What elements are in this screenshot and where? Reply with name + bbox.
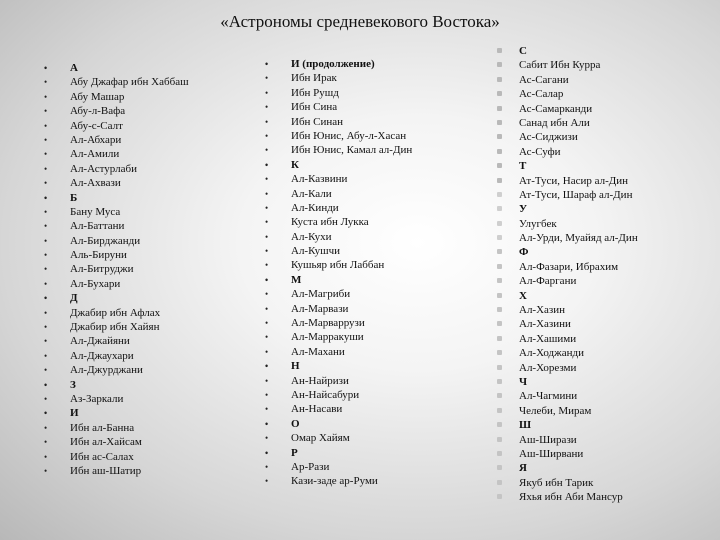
item-text: Ал-Бухари [70, 277, 121, 290]
item-text: Ш [519, 419, 532, 432]
item-text: С [519, 45, 527, 57]
bullet-icon [497, 192, 502, 197]
item-text: Ал-Ахвази [70, 177, 121, 190]
item-text: Ал-Битруджи [70, 263, 134, 276]
bullet-icon: • [265, 303, 269, 314]
list-item [265, 187, 412, 201]
list-item [265, 100, 412, 114]
letter-heading [519, 159, 638, 173]
item-text: И (продолжение) [291, 58, 375, 70]
bullet-icon [497, 221, 502, 226]
item-text: Х [519, 289, 527, 302]
list-column-2 [265, 57, 413, 489]
bullet-icon: • [265, 476, 269, 487]
bullet-icon: • [44, 365, 48, 376]
list-item [519, 361, 638, 375]
bullet-icon: • [44, 250, 48, 261]
bullet-icon [497, 307, 502, 312]
letter-heading [519, 375, 638, 389]
item-text: Ал-Бирджанди [70, 234, 141, 247]
item-text: Яхья ибн Аби Мансур [519, 491, 623, 504]
list-item [44, 320, 189, 334]
bullet-icon [497, 494, 502, 499]
item-text: Бану Муса [70, 205, 121, 218]
item-text: Ибн Синан [291, 115, 344, 128]
item-text: Сабит Ибн Курра [519, 59, 601, 72]
item-text: Ибн Рушд [291, 86, 339, 99]
list-item [44, 219, 189, 233]
item-text: Ибн Сина [291, 101, 338, 114]
list-item [44, 176, 189, 190]
bullet-icon: • [44, 293, 48, 304]
bullet-icon: • [44, 120, 48, 131]
bullet-icon [497, 106, 502, 111]
item-text: Ас-Сагани [519, 73, 569, 86]
bullet-icon: • [44, 221, 48, 232]
item-text: З [70, 378, 76, 391]
bullet-icon: • [44, 451, 48, 462]
item-text: Ибн ал-Хайсам [70, 436, 142, 449]
bullet-icon [497, 264, 502, 269]
item-text: М [291, 273, 302, 286]
list-item [519, 217, 638, 231]
list-item [519, 274, 638, 288]
item-text: Ал-Махани [291, 345, 345, 358]
item-text: Джабир ибн Афлах [70, 306, 161, 319]
item-text: Ал-Хашими [519, 332, 577, 345]
list-item [44, 205, 189, 219]
bullet-icon: • [265, 389, 269, 400]
list-item [44, 234, 189, 248]
list-item [265, 129, 412, 143]
item-text: Ал-Джайяни [70, 335, 130, 348]
list-item [44, 119, 189, 133]
list-item [265, 330, 412, 344]
letter-heading [265, 417, 412, 431]
bullet-icon [497, 249, 502, 254]
item-text: Омар Хайям [291, 432, 350, 445]
list-item [44, 277, 189, 291]
list-item [519, 174, 638, 188]
item-text: Д [70, 292, 78, 305]
item-text: Джабир ибн Хайян [70, 321, 160, 334]
item-text: Абу Джафар ибн Хаббаш [70, 76, 189, 89]
list-item [519, 404, 638, 418]
bullet-icon [497, 120, 502, 125]
list-item [519, 116, 638, 130]
item-text: Ал-Кали [291, 187, 332, 200]
bullet-icon [497, 91, 502, 96]
item-text: Ат-Туси, Насир ал-Дин [519, 174, 629, 187]
bullet-icon: • [44, 322, 48, 333]
bullet-icon [497, 408, 502, 413]
list-item [265, 244, 412, 258]
item-text: Ал-Абхари [70, 133, 122, 146]
list-item [265, 215, 412, 229]
bullet-icon: • [44, 77, 48, 88]
list-item [265, 258, 412, 272]
list-item [519, 447, 638, 461]
list-item [265, 287, 412, 301]
bullet-icon [497, 77, 502, 82]
bullet-icon: • [265, 289, 269, 300]
list-item [519, 73, 638, 87]
bullet-icon [497, 206, 502, 211]
list-item [519, 317, 638, 331]
item-text: Абу-л-Вафа [70, 105, 126, 118]
list-item [519, 389, 638, 403]
bullet-icon [497, 480, 502, 485]
bullet-icon: • [265, 447, 269, 458]
item-text: А [70, 62, 78, 74]
list-item [519, 130, 638, 144]
bullet-icon: • [265, 59, 269, 69]
list-item [44, 435, 189, 449]
bullet-icon [497, 451, 502, 456]
bullet-icon [497, 321, 502, 326]
list-item [265, 431, 412, 445]
bullet-icon [497, 163, 502, 168]
bullet-icon: • [265, 274, 269, 285]
letter-heading [519, 245, 638, 259]
item-text: Ал-Кинди [291, 201, 339, 214]
list-item [44, 464, 189, 478]
list-item [44, 147, 189, 161]
list-item [44, 349, 189, 363]
bullet-icon: • [44, 134, 48, 145]
bullet-icon: • [44, 350, 48, 361]
list-item [519, 433, 638, 447]
item-text: Ал-Джурджани [70, 364, 143, 377]
list-item [265, 460, 412, 474]
letter-heading [44, 61, 189, 75]
letter-heading [519, 289, 638, 303]
bullet-icon: • [44, 307, 48, 318]
item-text: Ал-Астурлаби [70, 162, 138, 175]
item-text: Ан-Насави [291, 403, 343, 416]
bullet-icon: • [265, 318, 269, 329]
item-text: Кушьяр ибн Лаббан [291, 259, 385, 272]
list-item [519, 188, 638, 202]
list-item [265, 230, 412, 244]
list-item [519, 87, 638, 101]
item-text: Ал-Магриби [291, 288, 351, 301]
letter-heading [519, 202, 638, 216]
bullet-icon: • [265, 202, 269, 213]
bullet-icon: • [265, 231, 269, 242]
bullet-icon: • [265, 174, 269, 185]
bullet-icon: • [44, 63, 48, 73]
bullet-icon: • [44, 163, 48, 174]
bullet-icon [497, 437, 502, 442]
bullet-icon: • [265, 346, 269, 357]
item-text: У [519, 203, 528, 216]
list-item [44, 90, 189, 104]
letter-heading [519, 418, 638, 432]
item-text: Ал-Марваррузи [291, 317, 365, 330]
list-item [519, 303, 638, 317]
item-text: Ал-Хазини [519, 318, 571, 331]
bullet-icon: • [265, 375, 269, 386]
list-item [519, 260, 638, 274]
bullet-icon: • [265, 260, 269, 271]
bullet-icon: • [265, 404, 269, 415]
list-item [44, 133, 189, 147]
item-text: Ал-Казвини [291, 173, 348, 186]
item-text: Ибн аш-Шатир [70, 464, 142, 477]
bullet-icon [497, 336, 502, 341]
bullet-icon: • [265, 246, 269, 257]
item-text: Якуб ибн Тарик [519, 476, 594, 489]
list-item [265, 172, 412, 186]
list-item [519, 145, 638, 159]
list-item [44, 162, 189, 176]
bullet-icon [497, 379, 502, 384]
item-text: Куста ибн Лукка [291, 216, 369, 229]
item-text: Улугбек [519, 217, 557, 230]
list-item [265, 115, 412, 129]
letter-heading [44, 378, 189, 392]
item-text: Р [291, 446, 298, 459]
bullet-icon: • [265, 188, 269, 199]
item-text: Ас-Суфи [519, 145, 561, 158]
item-text: Ас-Салар [519, 88, 564, 101]
item-text: Ибн Ирак [291, 72, 337, 85]
item-text: Ал-Ходжанди [519, 347, 584, 360]
letter-heading [265, 158, 412, 172]
bullet-icon [497, 62, 502, 67]
list-item [265, 316, 412, 330]
letter-heading [265, 359, 412, 373]
bullet-icon: • [265, 102, 269, 113]
item-text: Ал-Марвази [291, 302, 349, 315]
bullet-icon [497, 465, 502, 470]
bullet-icon: • [44, 206, 48, 217]
bullet-icon [497, 235, 502, 240]
bullet-icon: • [44, 178, 48, 189]
list-item [44, 392, 189, 406]
bullet-icon: • [265, 73, 269, 84]
bullet-icon: • [44, 91, 48, 102]
bullet-icon [497, 422, 502, 427]
letter-heading [44, 291, 189, 305]
bullet-icon [497, 293, 502, 298]
item-text: Н [291, 360, 300, 373]
list-item [519, 346, 638, 360]
bullet-icon: • [265, 418, 269, 429]
item-text: Б [70, 191, 78, 204]
list-item [265, 71, 412, 85]
item-text: Кази-заде ар-Руми [291, 475, 378, 488]
list-item [44, 306, 189, 320]
bullet-icon: • [44, 149, 48, 160]
item-text: Ал-Фаргани [519, 275, 577, 288]
item-text: Ал-Фазари, Ибрахим [519, 260, 619, 273]
item-text: О [291, 417, 300, 430]
item-text: Челеби, Мирам [519, 404, 592, 417]
item-text: Ч [519, 375, 528, 388]
list-item [44, 450, 189, 464]
bullet-icon: • [44, 192, 48, 203]
list-item [265, 86, 412, 100]
list-item [265, 374, 412, 388]
bullet-icon [497, 149, 502, 154]
letter-heading [265, 446, 412, 460]
item-text: Ал-Кушчи [291, 245, 340, 258]
list-item [519, 231, 638, 245]
bullet-icon [497, 350, 502, 355]
bullet-icon: • [265, 217, 269, 228]
list-item [44, 104, 189, 118]
bullet-icon: • [44, 235, 48, 246]
item-text: Ан-Найсабури [291, 388, 360, 401]
list-item [44, 248, 189, 262]
bullet-icon: • [265, 87, 269, 98]
bullet-icon: • [44, 336, 48, 347]
list-column-3 [519, 44, 638, 505]
list-item [519, 476, 638, 490]
bullet-icon [497, 393, 502, 398]
list-item [44, 363, 189, 377]
item-text: Т [519, 160, 527, 173]
list-item [44, 334, 189, 348]
bullet-icon: • [44, 379, 48, 390]
bullet-icon: • [265, 130, 269, 141]
list-item [265, 302, 412, 316]
item-text: Ар-Рази [291, 460, 330, 473]
item-text: Абу-с-Салт [70, 119, 123, 132]
item-text: Санад ибн Али [519, 116, 590, 129]
item-text: Аш-Ширази [519, 433, 577, 446]
item-text: Ибн ас-Салах [70, 450, 134, 463]
slide-title: «Астрономы средневекового Востока» [220, 12, 500, 31]
item-text: Ал-Чагмини [519, 390, 578, 403]
list-item [44, 75, 189, 89]
bullet-icon: • [44, 106, 48, 117]
bullet-icon [497, 365, 502, 370]
item-text: Аш-Ширвани [519, 447, 584, 460]
item-text: Ал-Урди, Муайяд ал-Дин [519, 232, 638, 245]
item-text: Ас-Сиджизи [519, 131, 578, 144]
list-item [44, 262, 189, 276]
bullet-icon: • [44, 264, 48, 275]
letter-heading [265, 57, 412, 71]
item-text: Ал-Хорезми [519, 361, 577, 374]
list-item [519, 332, 638, 346]
item-text: Ал-Амили [70, 148, 120, 161]
item-text: Ал-Джаухари [70, 349, 134, 362]
item-text: Ибн Юнис, Абу-л-Хасан [291, 129, 407, 142]
item-text: Ан-Найризи [291, 374, 349, 387]
bullet-icon: • [44, 408, 48, 419]
item-text: Ибн Юнис, Камал ал-Дин [291, 144, 413, 157]
item-text: Аз-Заркали [70, 392, 124, 405]
bullet-icon: • [265, 145, 269, 156]
bullet-icon: • [265, 116, 269, 127]
list-item [265, 474, 412, 488]
letter-heading [265, 273, 412, 287]
item-text: Аль-Бируни [70, 249, 127, 262]
bullet-icon: • [44, 465, 48, 476]
list-item [265, 143, 413, 157]
letter-heading [44, 191, 189, 205]
item-text: Ат-Туси, Шараф ал-Дин [519, 188, 633, 201]
bullet-icon [497, 48, 502, 53]
list-item [519, 58, 638, 72]
item-text: Ибн ал-Банна [70, 421, 135, 434]
item-text: Ал-Хазин [519, 304, 566, 317]
bullet-icon: • [265, 332, 269, 343]
item-text: Абу Машар [70, 90, 125, 103]
item-text: Ас-Самарканди [519, 102, 593, 115]
bullet-icon [497, 134, 502, 139]
bullet-icon: • [265, 433, 269, 444]
bullet-icon: • [44, 437, 48, 448]
item-text: К [291, 158, 299, 171]
list-item [519, 490, 638, 504]
bullet-icon: • [265, 361, 269, 372]
item-text: Ал-Кухи [291, 230, 332, 243]
list-column-1 [44, 61, 189, 478]
item-text: Я [519, 462, 527, 475]
bullet-icon: • [44, 393, 48, 404]
bullet-icon [497, 178, 502, 183]
list-item [265, 402, 412, 416]
letter-heading [519, 44, 638, 58]
item-text: И [70, 407, 79, 420]
letter-heading [519, 461, 638, 475]
bullet-icon: • [44, 278, 48, 289]
bullet-icon: • [265, 461, 269, 472]
list-item [44, 421, 189, 435]
list-item [265, 388, 412, 402]
letter-heading [44, 406, 189, 420]
list-item [265, 201, 412, 215]
bullet-icon: • [44, 422, 48, 433]
list-item [265, 345, 412, 359]
item-text: Ал-Марракуши [291, 331, 364, 344]
bullet-icon: • [265, 159, 269, 170]
item-text: Ал-Баттани [70, 220, 125, 233]
item-text: Ф [519, 246, 529, 259]
bullet-icon [497, 278, 502, 283]
list-item [519, 102, 638, 116]
